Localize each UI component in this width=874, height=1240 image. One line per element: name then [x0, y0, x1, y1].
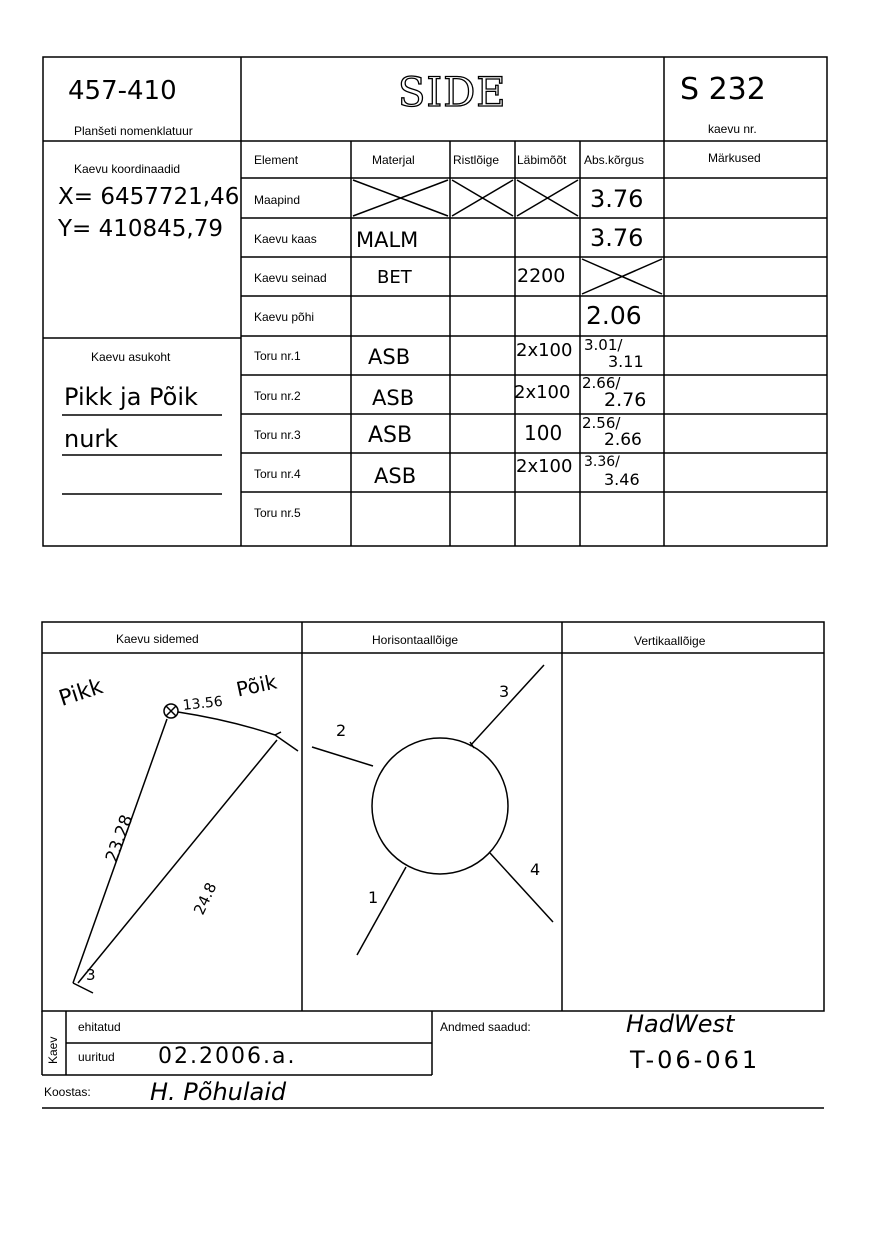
- andmed-value-1: HadWest: [626, 1010, 735, 1038]
- row-material: ASB: [368, 423, 413, 448]
- pipe-label-1: 1: [368, 888, 379, 907]
- tie-distance-left: 23.28: [102, 812, 138, 865]
- kaev-label: Kaev: [46, 1036, 60, 1064]
- tie-corner-label: 3: [86, 966, 96, 984]
- row-element: Toru nr.1: [254, 349, 301, 363]
- tie-street-pikk: Pikk: [56, 674, 106, 712]
- row-material: BET: [377, 267, 412, 288]
- row-element: Toru nr.5: [254, 506, 301, 520]
- row-height: 3.76: [590, 224, 644, 252]
- plan-number-label: Planšeti nomenklatuur: [74, 124, 193, 138]
- tie-distance-mid: 24.8: [190, 879, 221, 918]
- row-element: Kaevu kaas: [254, 232, 317, 246]
- row-diameter: 2x100: [516, 340, 573, 361]
- row-diameter: 2x100: [514, 382, 571, 403]
- well-number-label: kaevu nr.: [708, 122, 757, 136]
- uuritud-value: 02.2006.a.: [158, 1044, 297, 1069]
- location-line1: Pikk ja Põik: [64, 383, 198, 411]
- andmed-value-2: T-06-061: [630, 1046, 761, 1074]
- pipe-label-3: 3: [499, 682, 510, 701]
- plan-number: 457-410: [68, 76, 177, 106]
- row-material: MALM: [356, 228, 419, 252]
- col-header-element: Element: [254, 153, 299, 167]
- row-element: Toru nr.2: [254, 389, 301, 403]
- coordinates-label: Kaevu koordinaadid: [74, 162, 181, 176]
- tie-distance-top: 13.56: [182, 693, 224, 714]
- row-diameter: 100: [524, 421, 563, 445]
- coordinate-x: X= 6457721,46: [58, 184, 240, 210]
- ehitatud-label: ehitatud: [78, 1020, 121, 1034]
- uuritud-label: uuritud: [78, 1050, 115, 1064]
- row-height-2: 3.46: [604, 470, 640, 489]
- row-height: 3.01/: [584, 336, 623, 354]
- col-header-notes: Märkused: [708, 151, 761, 165]
- row-diameter: 2x100: [516, 456, 573, 477]
- row-material: ASB: [372, 386, 415, 410]
- row-height: 2.06: [586, 301, 642, 330]
- row-element: Toru nr.4: [254, 467, 301, 481]
- page-title: SIDE: [398, 70, 507, 116]
- row-element: Maapind: [254, 193, 301, 207]
- andmed-label: Andmed saadud:: [440, 1020, 531, 1034]
- row-element: Toru nr.3: [254, 428, 301, 442]
- coordinate-y: Y= 410845,79: [58, 216, 224, 242]
- row-height: 3.36/: [584, 454, 620, 470]
- row-height-2: 3.11: [608, 352, 644, 371]
- section-header-ties: Kaevu sidemed: [116, 632, 199, 646]
- row-element: Kaevu põhi: [254, 310, 315, 324]
- col-header-height: Abs.kõrgus: [584, 153, 645, 167]
- row-element: Kaevu seinad: [254, 271, 327, 285]
- koostas-value: H. Põhulaid: [150, 1078, 287, 1106]
- row-height-2: 2.76: [604, 389, 647, 411]
- pipe-label-2: 2: [336, 721, 347, 740]
- well-number: S 232: [680, 72, 766, 107]
- tie-street-poik: Põik: [234, 669, 279, 702]
- location-line2: nurk: [64, 425, 119, 453]
- row-material: ASB: [368, 345, 411, 369]
- pipe-label-4: 4: [530, 860, 541, 879]
- row-height: 2.66/: [582, 374, 621, 392]
- section-header-vertical: Vertikaallõige: [634, 634, 706, 648]
- row-diameter: 2200: [517, 265, 566, 287]
- row-height: 3.76: [590, 185, 644, 213]
- koostas-label: Koostas:: [44, 1085, 91, 1099]
- row-material: ASB: [374, 464, 417, 488]
- row-height: 2.56/: [582, 414, 621, 432]
- row-height-2: 2.66: [604, 430, 642, 450]
- location-label: Kaevu asukoht: [91, 350, 171, 364]
- col-header-section: Ristlõige: [453, 153, 500, 167]
- col-header-diameter: Läbimõõt: [517, 153, 567, 167]
- col-header-material: Materjal: [372, 153, 415, 167]
- section-header-horizontal: Horisontaallõige: [372, 633, 459, 647]
